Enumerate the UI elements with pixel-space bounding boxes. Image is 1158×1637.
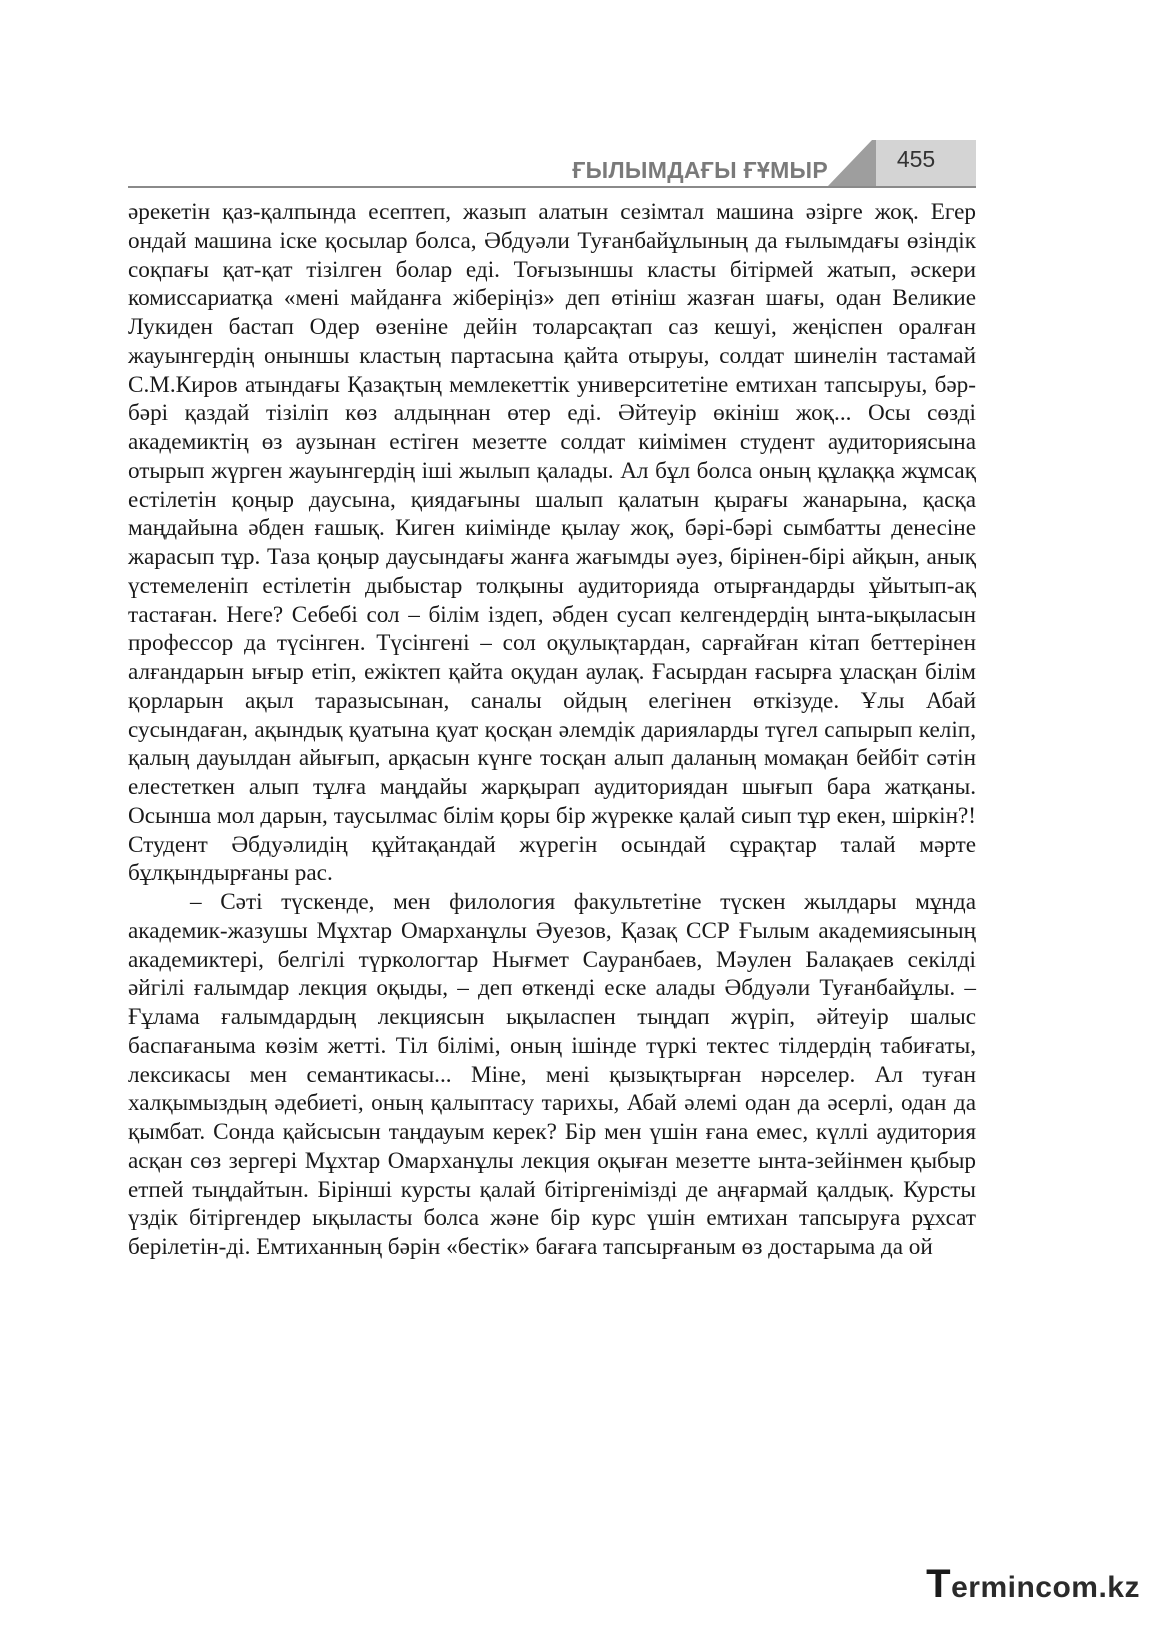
watermark-initial: T: [926, 1562, 952, 1606]
header-rule: [128, 186, 976, 188]
body-text: [128, 198, 976, 1262]
paragraph-2: – Сәті түскенде, мен филология факультетіне түскен жылдары мұнда академик-жазушы Мұхтар Омарханұлы Әуезов, Қазақ ССР Ғылым академиясының академиктері, белгілі түркологтар Нығмет Сауранбаев, Мәулен Балақаев секілді әйгілі ғалымдар лекция оқыды, – деп өткенді еске алады Әбдуәли Туғанбайұлы. – Ғұлама ғалымдардың лекциясын ықыласпен тыңдап жүріп, әйтеуір шалыс баспағаныма көзім жетті. Тіл білімі, оның ішінде түркі тектес тілдердің табиғаты, лексикасы мен семантикасы... Міне, мені қызықтырған нәрселер. Ал туған халқымыздың әдебиеті, оның қалыптасу тарихы, Абай әлемі одан да әсерлі, одан да қымбат. Сонда қайсысын таңдауым керек? Бір мен үшін ғана емес, күллі аудитория асқан сөз зергері Мұхтар Омарханұлы лекция оқыған мезетте ынта-зейінмен қыбыр етпей тыңдайтын. Бірінші курсты қалай бітіргенімізді де аңғармай қалдық. Курсты үздік бітіргендер ықыласты болса және бір курс үшін емтихан тапсыруға рұхсат берілетін-ді. Емтиханның бәрін «бестік» бағаға тапсырғаным өз достарыма да ой: [128, 889, 976, 1260]
termincom-watermark: [926, 1562, 1140, 1607]
running-header: [128, 136, 976, 188]
page-number: 455: [896, 146, 936, 172]
page-number-tab: [828, 140, 976, 186]
paragraph-1: әрекетін қаз-қалпында есептеп, жазып алатын сезімтал машина әзірге жоқ. Егер ондай машина іске қосылар болса, Әбдуәли Туғанбайұлының да ғылымдағы өзіндік соқпағы қат-қат тізілген болар еді. Тоғызыншы класты бітірмей жатып, әскери комиссариатқа «мені майданға жіберіңіз» деп өтініш жазған шағы, одан Великие Лукиден бастап Одер өзеніне дейін толарсақтап саз кешуі, жеңіспен оралған жауынгердің оныншы кластың партасына қайта отыруы, солдат шинелін тастамай С.М.Киров атындағы Қазақтың мемлекеттік университетіне емтихан тапсыруы, бәр-бәрі қаздай тізіліп көз алдыңнан өтер еді. Әйтеуір өкініш жоқ... Осы сөзді академиктің өз аузынан естіген мезетте солдат киімімен студент аудиториясына отырып жүрген жауынгердің іші жылып қалады. Ал бұл болса оның құлаққа жұмсақ естілетін қоңыр даусына, қиядағыны шалып қалатын қырағы жанарына, қасқа маңдайына әбден ғашық. Киген киімінде қылау жоқ, бәрі-бәрі сымбатты денесіне жарасып тұр. Таза қоңыр даусындағы жанға жағымды әуез, бірінен-бірі айқын, анық үстемеленіп естілетін дыбыстар толқыны аудиторияда отырғандарды ұйытып-ақ тастаған. Неге? Себебі сол – білім іздеп, әбден сусап келгендердің ынта-ықыласын профессор да түсінген. Түсінгені – сол оқулықтардан, сарғайған кітап беттерінен алғандарын ығыр етіп, ежіктеп қайта оқудан аулақ. Ғасырдан ғасырға ұласқан білім қорларын ақыл таразысынан, саналы ойдың елегінен өткізуде. Ұлы Абай сусындаған, ақындық қуатына қуат қосқан әлемдік дарияларды түгел сапырып келіп, қалың дауылдан айығып, арқасын күнге тосқан алып даланың момақан бейбіт сәтін елестеткен алып тұлға маңдайы жарқырап аудиториядан шығып бара жатқаны. Осынша мол дарын, таусылмас білім қоры бір жүрекке қалай сиып тұр екен, шіркін?! Студент Әбдуәлидің құйтақандай жүрегін осындай сұрақтар талай мәрте бұлқындырғаны рас.: [128, 199, 976, 887]
running-header-title: ҒЫЛЫМДАҒЫ ҒҰМЫР: [572, 157, 828, 183]
watermark-text: ermincom.kz: [951, 1571, 1140, 1604]
